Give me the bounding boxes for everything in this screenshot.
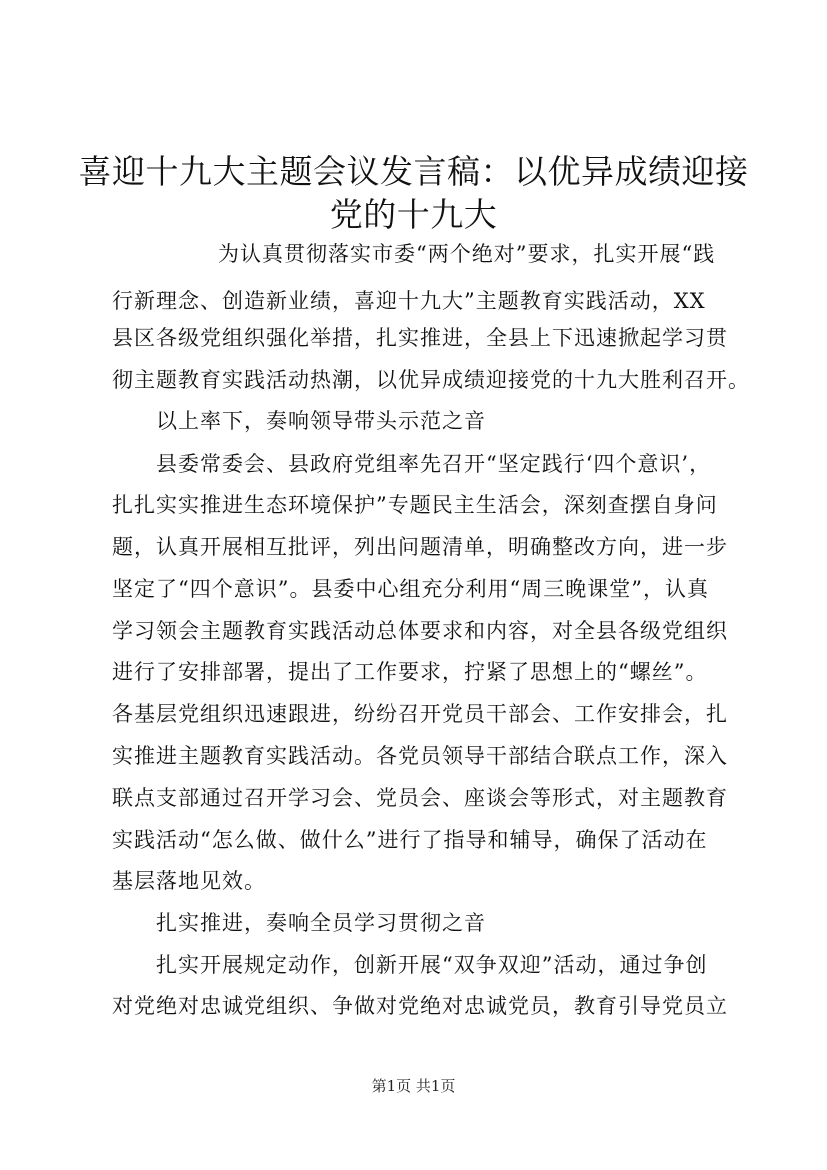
paragraph-line: 学习领会主题教育实践活动总体要求和内容，对全县各级党组织 bbox=[112, 619, 728, 643]
paragraph-line: 彻主题教育实践活动热潮，以优异成绩迎接党的十九大胜利召开。 bbox=[112, 368, 750, 392]
paragraph-line: 各基层党组织迅速跟进，纷纷召开党员干部会、工作安排会，扎 bbox=[112, 702, 728, 726]
section-heading: 以上率下，奏响领导带头示范之音 bbox=[156, 409, 486, 433]
paragraph-line: 基层落地见效。 bbox=[112, 869, 266, 893]
document-title-line-2: 党的十九大 bbox=[329, 195, 498, 234]
paragraph-line: 实推进主题教育实践活动。各党员领导干部结合联点工作，深入 bbox=[112, 744, 728, 768]
paragraph-line: 坚定了“四个意识”。县委中心组充分利用“周三晚课堂”，认真 bbox=[112, 577, 709, 601]
page-number-footer: 第1页 共1页 bbox=[371, 1077, 456, 1095]
paragraph-line: 县区各级党组织强化举措，扎实推进，全县上下迅速掀起学习贯 bbox=[112, 326, 728, 350]
paragraph-line: 联点支部通过召开学习会、党员会、座谈会等形式，对主题教育 bbox=[112, 786, 728, 810]
paragraph-line: 扎实开展规定动作，创新开展“双争双迎”活动，通过争创 bbox=[156, 953, 708, 977]
paragraph-line: 实践活动“怎么做、做什么”进行了指导和辅导，确保了活动在 bbox=[112, 828, 708, 852]
document-title-line-1: 喜迎十九大主题会议发言稿：以优异成绩迎接 bbox=[78, 152, 749, 191]
paragraph-line: 扎扎实实推进生态环境保护”专题民主生活会，深刻查摆自身问 bbox=[112, 493, 718, 517]
paragraph-line: 对党绝对忠诚党组织、争做对党绝对忠诚党员，教育引导党员立 bbox=[112, 994, 728, 1018]
paragraph-line: 为认真贯彻落实市委“两个绝对”要求，扎实开展“践 bbox=[218, 242, 716, 266]
section-heading: 扎实推进，奏响全员学习贯彻之音 bbox=[156, 911, 486, 935]
paragraph-line: 行新理念、创造新业绩，喜迎十九大”主题教育实践活动，XX bbox=[112, 289, 706, 313]
paragraph-line: 进行了安排部署，提出了工作要求，拧紧了思想上的“螺丝”。 bbox=[112, 660, 708, 684]
paragraph-line: 题，认真开展相互批评，列出问题清单，明确整改方向，进一步 bbox=[112, 535, 728, 559]
paragraph-line: 县委常委会、县政府党组率先召开“坚定践行‘四个意识’， bbox=[156, 452, 712, 476]
